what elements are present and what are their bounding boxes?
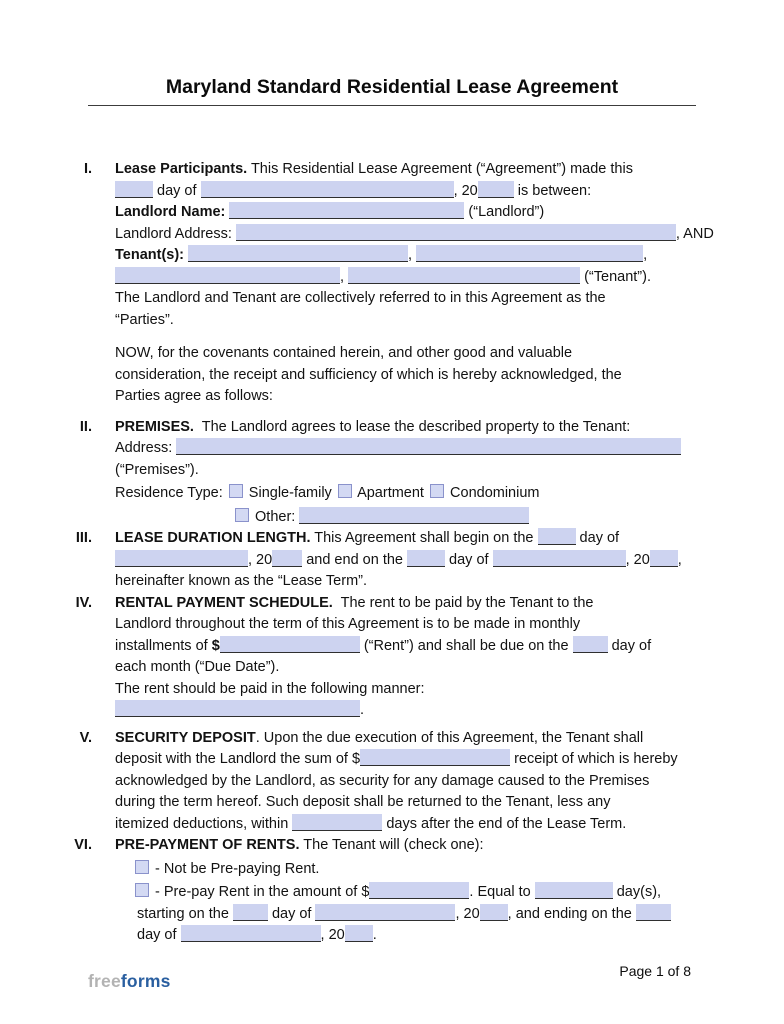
text-run: day of: [575, 530, 620, 546]
text-run: LEASE DURATION LENGTH.: [115, 530, 311, 546]
text-line: [115, 505, 711, 529]
text-run: .: [360, 702, 365, 718]
text-run: ,: [408, 247, 417, 263]
text-line: [115, 679, 711, 701]
text-run: day(s),: [612, 884, 662, 900]
text-line: [115, 700, 711, 722]
freeforms-logo: [88, 971, 171, 992]
text-run: each month (“Due Date”).: [115, 659, 280, 675]
text-line: [115, 331, 711, 343]
blank-field-prepay-end-day[interactable]: [636, 904, 671, 921]
blank-field-prepay-days[interactable]: [535, 882, 613, 899]
text-line: [115, 835, 711, 857]
checkbox-single-family[interactable]: [229, 484, 243, 498]
text-run: day of: [267, 905, 316, 922]
blank-field-start-year[interactable]: [272, 550, 302, 567]
text-run: hereinafter known as the “Lease Term”.: [115, 573, 368, 589]
section-numeral: II.: [79, 418, 92, 435]
text-line: [115, 571, 711, 593]
text-run: , 20: [453, 182, 478, 199]
text-run: PRE-PAYMENT OF RENTS.: [115, 837, 300, 853]
text-line: [115, 749, 711, 771]
text-line: [115, 771, 711, 793]
blank-field-start-month[interactable]: [115, 550, 248, 567]
text-run: - Not be Pre-paying Rent.: [151, 860, 320, 877]
text-line: [115, 880, 711, 904]
logo-forms-text: forms: [120, 971, 171, 991]
text-run: The rent to be paid by the Tenant to the: [332, 594, 594, 611]
text-run: The Landlord agrees to lease the described property to the Tenant:: [193, 418, 631, 435]
text-line: [115, 224, 714, 246]
text-run: RENTAL PAYMENT SCHEDULE.: [115, 594, 333, 611]
blank-field-return-days[interactable]: [292, 814, 382, 831]
blank-field-tenant-4[interactable]: [348, 267, 580, 284]
blank-field-start-day[interactable]: [538, 528, 576, 545]
checkbox-not-prepaying-rent[interactable]: [135, 860, 149, 874]
text-run: . Upon the due execution of this Agreement, the Tenant shall: [255, 729, 644, 746]
text-line: [115, 614, 711, 636]
blank-field-exec-month[interactable]: [201, 181, 454, 198]
text-run: Address:: [115, 440, 177, 456]
blank-field-tenant-2[interactable]: [416, 245, 643, 262]
text-run: days after the end of the Lease Term.: [382, 815, 627, 832]
text-run: Other:: [251, 508, 300, 525]
text-line: [115, 386, 711, 408]
section-lease-duration-length: [0, 528, 784, 593]
blank-field-premises-address[interactable]: [176, 438, 681, 455]
text-line: [115, 343, 711, 365]
text-run: day of: [137, 927, 181, 943]
text-run: The rent should be paid in the following manner:: [115, 680, 425, 697]
text-line: [115, 417, 711, 439]
text-run: Landlord Name:: [115, 204, 230, 220]
text-run: acknowledged by the Landlord, as security for any damage caused to the Premises: [115, 772, 650, 789]
text-line: [115, 460, 711, 482]
section-premises: [0, 417, 784, 529]
page-number: Page 1 of 8: [619, 963, 691, 979]
blank-field-prepay-end-year[interactable]: [345, 925, 373, 942]
text-run: installments of: [115, 637, 212, 654]
title-rule: [88, 105, 696, 106]
text-run: ,: [643, 247, 648, 263]
text-run: $: [211, 637, 220, 654]
text-run: Landlord throughout the term of this Agreement is to be made in monthly: [115, 616, 581, 632]
text-line: [115, 857, 711, 881]
text-line: [115, 245, 711, 267]
text-run: PREMISES.: [115, 418, 194, 435]
blank-field-landlord-name[interactable]: [229, 202, 464, 219]
text-line: [115, 925, 711, 947]
text-run: starting on the: [137, 905, 233, 922]
text-run: SECURITY DEPOSIT: [115, 729, 256, 746]
text-line: [115, 550, 711, 572]
text-line: [115, 657, 711, 679]
text-run: (“Tenant”).: [580, 268, 651, 285]
text-run: Tenant(s):: [115, 247, 189, 263]
text-run: . Equal to: [469, 884, 535, 900]
text-run: receipt of which is hereby: [510, 751, 678, 767]
text-run: Parties agree as follows:: [115, 388, 273, 404]
checkbox-condominium[interactable]: [430, 484, 444, 498]
blank-field-prepay-end-month[interactable]: [181, 925, 321, 942]
text-run: , 20: [248, 551, 273, 568]
blank-field-exec-year[interactable]: [478, 181, 514, 198]
blank-field-due-day[interactable]: [573, 636, 608, 653]
text-line: [115, 365, 711, 387]
text-run: and end on the: [302, 551, 408, 568]
text-line: [115, 636, 711, 658]
text-line: [115, 792, 711, 814]
text-run: This Agreement shall begin on the: [310, 530, 538, 546]
text-line: [115, 267, 711, 289]
blank-field-prepay-amount[interactable]: [369, 882, 469, 899]
text-line: [115, 181, 711, 203]
text-line: [115, 904, 711, 926]
text-line: [115, 528, 711, 550]
section-pre-payment-of-rents: [0, 835, 784, 947]
section-numeral: I.: [83, 161, 92, 177]
text-run: , 20: [625, 551, 650, 568]
page-title: Maryland Standard Residential Lease Agreement: [165, 76, 619, 98]
checkbox-apartment[interactable]: [338, 484, 352, 498]
blank-field-other-residence-type[interactable]: [299, 507, 529, 524]
text-run: - Pre-pay Rent in the amount of $: [151, 884, 370, 900]
section-rental-payment-schedule: [0, 593, 784, 722]
text-line: [115, 814, 711, 836]
text-run: consideration, the receipt and sufficiency of which is hereby acknowledged, the: [115, 366, 622, 383]
text-run: (“Premises”).: [115, 461, 199, 478]
blank-field-prepay-start-month[interactable]: [315, 904, 455, 921]
section-lease-participants: [0, 159, 784, 408]
blank-field-tenant-3[interactable]: [115, 267, 340, 284]
sections-container: [0, 159, 784, 947]
blank-field-end-month[interactable]: [493, 550, 626, 567]
section-content: [115, 593, 711, 722]
section-numeral: III.: [75, 530, 92, 546]
blank-field-prepay-start-year[interactable]: [480, 904, 508, 921]
text-line: [115, 159, 711, 181]
text-run: is between:: [513, 182, 592, 199]
section-content: [115, 728, 711, 836]
text-run: The Landlord and Tenant are collectively referred to in this Agreement as the: [115, 290, 606, 306]
text-line: [115, 310, 711, 332]
text-line: [115, 593, 711, 615]
text-run: NOW, for the covenants contained herein, and other good and valuable: [115, 345, 573, 361]
section-content: [115, 159, 714, 408]
logo-free-text: free: [88, 971, 121, 991]
text-run: Lease Participants.: [115, 161, 248, 177]
text-run: during the term hereof. Such deposit shall be returned to the Tenant, less any: [115, 794, 611, 810]
text-run: Single-family: [244, 485, 336, 501]
text-run: Condominium: [446, 485, 540, 501]
blank-field-rent-amount[interactable]: [220, 636, 360, 653]
checkbox-other[interactable]: [235, 508, 249, 522]
text-run: itemized deductions, within: [115, 815, 293, 832]
text-run: “Parties”.: [115, 311, 174, 328]
blank-field-prepay-start-day[interactable]: [233, 904, 268, 921]
blank-field-end-day[interactable]: [407, 550, 445, 567]
section-numeral: VI.: [74, 837, 92, 853]
section-content: [115, 835, 711, 947]
section-content: [115, 528, 711, 593]
text-run: The Tenant will (check one):: [299, 837, 484, 853]
blank-field-landlord-address[interactable]: [236, 224, 676, 241]
text-run: , and ending on the: [507, 905, 636, 922]
section-content: [115, 417, 711, 529]
blank-field-end-year[interactable]: [650, 550, 678, 567]
text-line: [115, 438, 711, 460]
text-run: Apartment: [353, 485, 428, 501]
text-run: ,: [340, 268, 349, 285]
text-run: , 20: [455, 905, 480, 922]
text-run: Landlord Address:: [115, 225, 236, 242]
text-run: day of: [445, 551, 493, 568]
text-run: .: [372, 927, 377, 943]
text-run: deposit with the Landlord the sum of $: [115, 751, 361, 767]
checkbox-prepay-rent[interactable]: [135, 883, 149, 897]
text-line: [115, 202, 711, 224]
text-run: , 20: [320, 927, 345, 943]
text-run: This Residential Lease Agreement (“Agreement”) made this: [247, 161, 633, 177]
section-numeral: V.: [79, 729, 92, 746]
text-run: Residence Type:: [115, 485, 227, 501]
text-run: day of: [153, 182, 201, 199]
text-run: ,: [677, 551, 682, 568]
blank-field-deposit-amount[interactable]: [360, 749, 510, 766]
text-line: [115, 481, 711, 505]
section-security-deposit: [0, 728, 784, 836]
text-line: [115, 288, 711, 310]
text-run: , AND: [675, 225, 714, 242]
text-line: [115, 728, 711, 750]
blank-field-tenant-1[interactable]: [188, 245, 408, 262]
section-numeral: IV.: [75, 594, 92, 611]
blank-field-exec-day[interactable]: [115, 181, 153, 198]
blank-field-payment-manner[interactable]: [115, 700, 360, 717]
text-run: (“Rent”) and shall be due on the: [359, 637, 573, 654]
text-run: (“Landlord”): [464, 204, 545, 220]
text-run: day of: [607, 637, 652, 654]
